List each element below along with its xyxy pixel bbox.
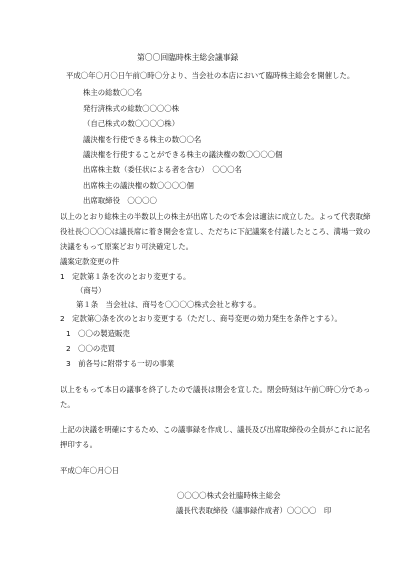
amendment-item: 2 定款第〇条を次のとおり変更する（ただし、商号変更の効力発生を条件とする）。 bbox=[60, 314, 342, 323]
stat-line: 出席株主数（委任状による者を含む） 〇〇〇名 bbox=[83, 165, 242, 174]
article-caption: （商号） bbox=[76, 286, 106, 295]
stat-line: 議決権を行使することができる株主の議決権の数〇〇〇〇個 bbox=[83, 150, 283, 159]
paragraph-line: 役社長〇〇〇〇は議長席に着き開会を宣し、ただちに下記議案を付議したところ、満場一致の bbox=[60, 227, 371, 236]
amendment-item: 1 定款第１条を次のとおり変更する。 bbox=[60, 272, 191, 281]
paragraph-line: た。 bbox=[60, 400, 75, 409]
signature-company: 〇〇〇〇株式会社臨時株主総会 bbox=[177, 491, 281, 500]
business-purpose-item: 2 〇〇の売買 bbox=[66, 344, 116, 353]
paragraph-line: 以上のとおり総株主の半数以上の株主が出席したので本会は適法に成立した。よって代表取締 bbox=[60, 212, 371, 221]
signature-signer: 議長代表取締役（議事録作成者）〇〇〇〇 印 bbox=[176, 506, 332, 515]
agenda-heading: 議案定款変更の件 bbox=[60, 257, 120, 266]
stat-line: 議決権を行使できる株主の数〇〇名 bbox=[83, 135, 202, 144]
stat-line: 出席株主の議決権の数〇〇〇〇個 bbox=[83, 181, 194, 190]
document-title: 第〇〇回臨時株主総会議事録 bbox=[137, 53, 239, 62]
stat-line: 発行済株式の総数〇〇〇〇株 bbox=[83, 104, 180, 113]
business-purpose-item: 3 前各号に附帯する一切の事業 bbox=[66, 359, 175, 368]
paragraph-line: 上記の決議を明確にするため、この議事録を作成し、議長及び出席取締役の全員がこれに記名 bbox=[60, 425, 371, 434]
paragraph-line: 押印する。 bbox=[60, 440, 97, 449]
stat-line: 出席取締役 〇〇〇〇 bbox=[83, 196, 157, 205]
opening-paragraph: 平成〇年〇月〇日午前〇時〇分より、当会社の本店において臨時株主総会を開催した。 bbox=[66, 71, 355, 80]
stat-line: （自己株式の数〇〇〇〇株） bbox=[83, 119, 180, 128]
stat-line: 株主の総数〇〇名 bbox=[83, 88, 143, 97]
paragraph-line: 以上をもって本日の議事を終了したので議長は閉会を宣した。閉会時刻は午前〇時〇分であっ bbox=[60, 385, 371, 394]
paragraph-line: 決議をもって原案どおり可決確定した。 bbox=[60, 242, 194, 251]
document-date: 平成〇年〇月〇日 bbox=[60, 466, 120, 475]
article-text: 第１条 当会社は、商号を〇〇〇〇株式会社と称する。 bbox=[76, 300, 261, 309]
business-purpose-item: 1 〇〇の製造販売 bbox=[66, 329, 130, 338]
